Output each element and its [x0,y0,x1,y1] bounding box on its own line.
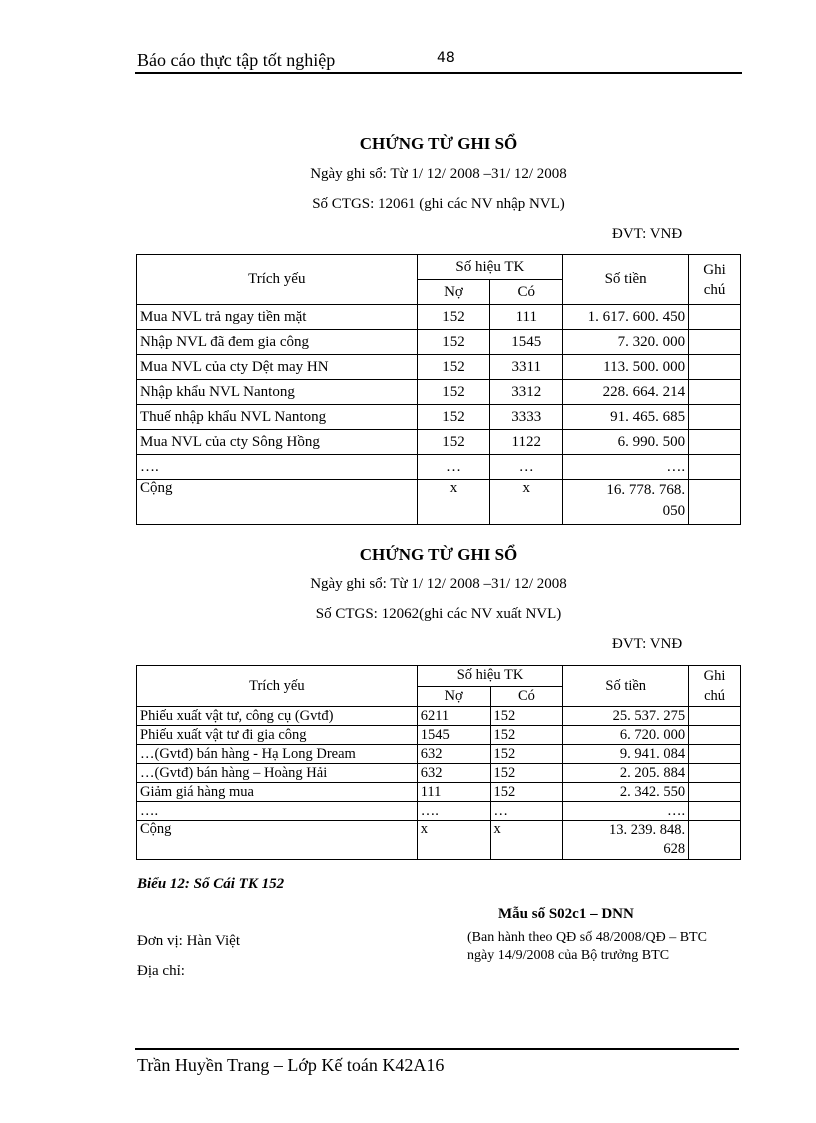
total-debit: x [417,821,490,860]
row-note [689,330,741,355]
row-summary: Mua NVL trả ngay tiền mặt [137,305,418,330]
form-description-line2: ngày 14/9/2008 của Bộ trưởng BTC [467,948,670,963]
row-debit: 632 [417,764,490,783]
total-row [137,480,741,525]
total-credit: x [490,821,563,860]
row-credit: 152 [490,764,563,783]
col-amount-header: Số tiền [563,255,689,305]
col-amount-header: Số tiền [563,666,689,707]
col-note-header: Ghi chú [689,255,741,305]
table-row [137,305,741,330]
row-note [689,355,741,380]
row-credit: … [490,455,563,480]
row-credit: 3333 [490,405,563,430]
row-debit: 152 [417,355,490,380]
address-label: Địa chỉ: [137,963,185,979]
row-amount: 113. 500. 000 [563,355,689,380]
row-summary: Thuế nhập khẩu NVL Nantong [137,405,418,430]
total-amount-line1: 13. 239. 848. [608,822,686,838]
voucher2-date: Ngày ghi sổ: Từ 1/ 12/ 2008 –31/ 12/ 2008 [310,576,567,592]
row-amount: …. [563,455,689,480]
footer-author: Trần Huyền Trang – Lớp Kế toán K42A16 [137,1055,445,1075]
row-amount: 91. 465. 685 [563,405,689,430]
row-debit: 152 [417,380,490,405]
row-debit: 1545 [417,726,490,745]
total-amount-line2: 050 [662,503,686,519]
table-row [137,783,741,802]
row-note [689,764,741,783]
row-note [689,405,741,430]
row-credit: 152 [490,745,563,764]
row-note [689,783,741,802]
voucher1-title: CHỨNG TỪ GHI SỔ [359,134,518,153]
footer-divider [135,1048,739,1050]
table-row [137,430,741,455]
col-note-header: Ghi chú [689,666,741,707]
form-description [467,929,707,965]
row-note [689,430,741,455]
row-summary: …(Gvtđ) bán hàng - Hạ Long Dream [137,745,418,764]
table-row [137,726,741,745]
table-row [137,455,741,480]
total-amount [563,480,689,525]
row-summary: Mua NVL của cty Dệt may HN [137,355,418,380]
voucher1-unit: ĐVT: VNĐ [612,226,683,242]
row-summary: …. [137,802,418,821]
report-title: Báo cáo thực tập tốt nghiệp [137,50,336,70]
form-description-line1: (Ban hành theo QĐ số 48/2008/QĐ – BTC [467,930,707,945]
row-amount: 9. 941. 084 [563,745,689,764]
col-credit-header: Có [490,280,563,305]
row-amount: 7. 320. 000 [563,330,689,355]
row-credit: 111 [490,305,563,330]
table-row [137,764,741,783]
header-divider [135,72,742,74]
col-summary-header: Trích yếu [137,666,418,707]
table-row [137,330,741,355]
row-note [689,726,741,745]
row-note [689,305,741,330]
row-debit: 152 [417,405,490,430]
row-amount: 228. 664. 214 [563,380,689,405]
col-account-header: Số hiệu TK [417,255,563,280]
row-debit: 111 [417,783,490,802]
row-summary: Nhập khẩu NVL Nantong [137,380,418,405]
row-note [689,707,741,726]
total-label: Cộng [137,480,418,525]
total-row [137,821,741,860]
voucher2-table [136,665,741,860]
table-row [137,405,741,430]
table-row [137,355,741,380]
row-amount: 2. 342. 550 [563,783,689,802]
row-summary: …. [137,455,418,480]
unit-name: Đơn vị: Hàn Việt [137,933,240,949]
row-credit: 1122 [490,430,563,455]
table-row [137,380,741,405]
col-debit-header: Nợ [417,686,490,707]
row-credit: 3311 [490,355,563,380]
row-credit: 152 [490,707,563,726]
row-summary: …(Gvtđ) bán hàng – Hoàng Hải [137,764,418,783]
row-debit: 152 [417,330,490,355]
row-summary: Phiếu xuất vật tư, công cụ (Gvtđ) [137,707,418,726]
row-debit: 632 [417,745,490,764]
total-debit: x [417,480,490,525]
col-summary-header: Trích yếu [137,255,418,305]
row-credit: 152 [490,726,563,745]
voucher2-unit: ĐVT: VNĐ [612,636,683,652]
total-note [689,480,741,525]
row-summary: Giảm giá hàng mua [137,783,418,802]
row-amount: 6. 720. 000 [563,726,689,745]
row-amount: 1. 617. 600. 450 [563,305,689,330]
voucher1-date: Ngày ghi sổ: Từ 1/ 12/ 2008 –31/ 12/ 2008 [310,166,567,182]
row-amount: 2. 205. 884 [563,764,689,783]
row-amount: 25. 537. 275 [563,707,689,726]
table-row [137,802,741,821]
page-number: 48 [437,50,455,66]
total-amount-line2: 628 [663,841,686,857]
row-credit: … [490,802,563,821]
total-amount-line1: 16. 778. 768. [606,482,686,498]
col-debit-header: Nợ [417,280,490,305]
voucher2-title: CHỨNG TỪ GHI SỔ [359,545,518,564]
voucher1-table [136,254,741,525]
form-number: Mẫu số S02c1 – DNN [498,906,634,922]
row-debit: 152 [417,305,490,330]
row-summary: Nhập NVL đã đem gia công [137,330,418,355]
total-note [689,821,741,860]
table-row [137,745,741,764]
voucher1-number: Số CTGS: 12061 (ghi các NV nhập NVL) [312,196,565,212]
col-account-header: Số hiệu TK [417,666,563,687]
total-credit: x [490,480,563,525]
table-row [137,707,741,726]
row-amount: …. [563,802,689,821]
total-label: Cộng [137,821,418,860]
row-amount: 6. 990. 500 [563,430,689,455]
row-debit: … [417,455,490,480]
total-amount [563,821,689,860]
row-summary: Mua NVL của cty Sông Hồng [137,430,418,455]
row-debit: 6211 [417,707,490,726]
row-note [689,802,741,821]
col-credit-header: Có [490,686,563,707]
voucher2-number: Số CTGS: 12062(ghi các NV xuất NVL) [315,606,562,622]
row-credit: 3312 [490,380,563,405]
figure-caption: Biểu 12: Sổ Cái TK 152 [137,876,285,892]
row-debit: 152 [417,430,490,455]
row-credit: 152 [490,783,563,802]
row-note [689,455,741,480]
row-summary: Phiếu xuất vật tư đi gia công [137,726,418,745]
row-note [689,380,741,405]
row-debit: …. [417,802,490,821]
row-note [689,745,741,764]
row-credit: 1545 [490,330,563,355]
